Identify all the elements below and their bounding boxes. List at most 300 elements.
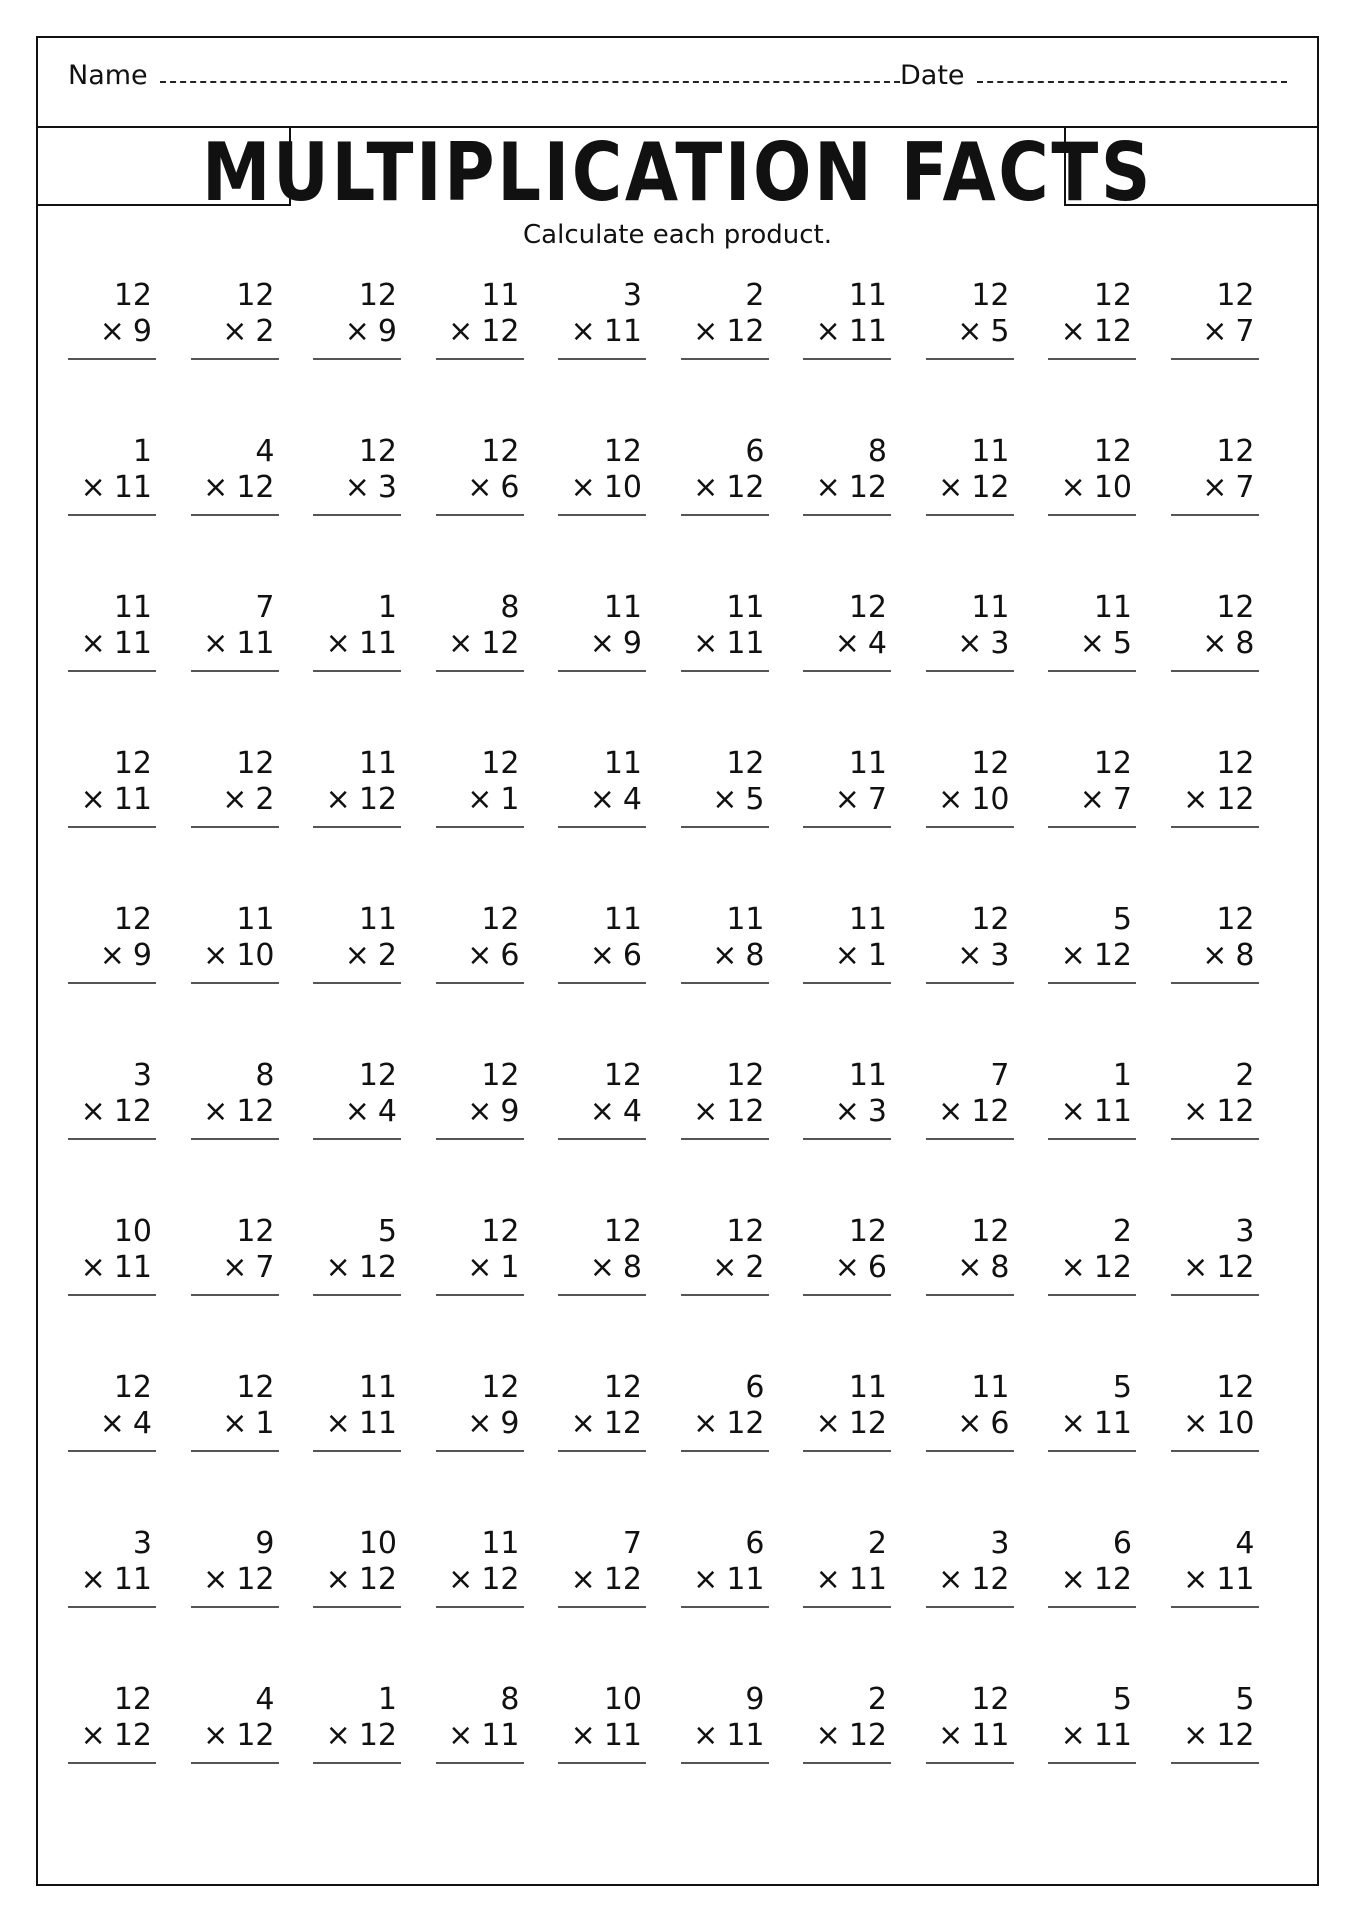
multiplier-line bbox=[467, 1406, 519, 1442]
multiplier: 8 bbox=[622, 1250, 642, 1285]
problem[interactable] bbox=[558, 1526, 646, 1682]
answer-line[interactable] bbox=[436, 1606, 524, 1608]
problem[interactable] bbox=[313, 590, 401, 746]
answer-line[interactable] bbox=[681, 1762, 769, 1764]
problem[interactable] bbox=[926, 1058, 1014, 1214]
problem[interactable] bbox=[803, 902, 891, 1058]
problem[interactable] bbox=[681, 902, 769, 1058]
problem[interactable] bbox=[313, 1526, 401, 1682]
multiplier: 1 bbox=[867, 938, 887, 973]
problem[interactable] bbox=[926, 1526, 1014, 1682]
multiplier: 12 bbox=[113, 1094, 152, 1129]
answer-line[interactable] bbox=[803, 826, 891, 828]
multiplier-line bbox=[571, 1718, 642, 1754]
answer-line[interactable] bbox=[558, 1450, 646, 1452]
problem[interactable] bbox=[926, 278, 1014, 434]
multiplier: 11 bbox=[971, 1718, 1010, 1753]
answer-line[interactable] bbox=[681, 1450, 769, 1452]
answer-line[interactable] bbox=[313, 1606, 401, 1608]
problem[interactable] bbox=[68, 1214, 156, 1370]
multiplier-line bbox=[1061, 1250, 1132, 1286]
problem[interactable] bbox=[436, 1058, 524, 1214]
problem[interactable] bbox=[191, 1682, 279, 1838]
multiplier-line bbox=[326, 626, 397, 662]
multiplier: 12 bbox=[358, 1250, 397, 1285]
answer-line[interactable] bbox=[558, 826, 646, 828]
problem[interactable] bbox=[1171, 1682, 1259, 1838]
problem[interactable] bbox=[436, 434, 524, 590]
problem[interactable] bbox=[803, 278, 891, 434]
problem[interactable] bbox=[803, 1682, 891, 1838]
problem[interactable] bbox=[681, 1214, 769, 1370]
problem[interactable] bbox=[1048, 1058, 1136, 1214]
answer-line[interactable] bbox=[436, 514, 524, 516]
multiplier-line bbox=[693, 1562, 764, 1598]
times-sign: × bbox=[834, 938, 860, 973]
times-sign: × bbox=[693, 626, 719, 661]
problem[interactable] bbox=[1171, 746, 1259, 902]
times-sign: × bbox=[1183, 782, 1209, 817]
times-sign: × bbox=[448, 626, 474, 661]
answer-line[interactable] bbox=[803, 982, 891, 984]
answer-line[interactable] bbox=[1171, 1138, 1259, 1140]
multiplicand: 8 bbox=[255, 1058, 275, 1093]
answer-line[interactable] bbox=[68, 1762, 156, 1764]
answer-line[interactable] bbox=[926, 358, 1014, 360]
problem[interactable] bbox=[1171, 434, 1259, 590]
multiplicand: 12 bbox=[481, 746, 520, 781]
problem[interactable] bbox=[1171, 590, 1259, 746]
answer-line[interactable] bbox=[926, 1294, 1014, 1296]
problem[interactable] bbox=[68, 1370, 156, 1526]
multiplier: 11 bbox=[603, 1718, 642, 1753]
answer-line[interactable] bbox=[68, 982, 156, 984]
answer-line[interactable] bbox=[558, 1606, 646, 1608]
multiplier-line bbox=[1061, 1718, 1132, 1754]
problem[interactable] bbox=[803, 590, 891, 746]
multiplier-line bbox=[467, 938, 519, 974]
problem[interactable] bbox=[436, 590, 524, 746]
answer-line[interactable] bbox=[558, 514, 646, 516]
problem[interactable] bbox=[191, 1058, 279, 1214]
problem[interactable] bbox=[1048, 1526, 1136, 1682]
answer-line[interactable] bbox=[803, 1606, 891, 1608]
problem[interactable] bbox=[191, 1370, 279, 1526]
multiplicand: 12 bbox=[481, 1370, 520, 1405]
problem[interactable] bbox=[436, 1526, 524, 1682]
multiplicand: 12 bbox=[1216, 590, 1255, 625]
answer-line[interactable] bbox=[1048, 514, 1136, 516]
multiplier: 7 bbox=[1235, 470, 1255, 505]
answer-line[interactable] bbox=[803, 1294, 891, 1296]
problem[interactable] bbox=[68, 902, 156, 1058]
answer-line[interactable] bbox=[1171, 670, 1259, 672]
problem[interactable] bbox=[558, 1214, 646, 1370]
problem[interactable] bbox=[681, 434, 769, 590]
answer-line[interactable] bbox=[1171, 1294, 1259, 1296]
answer-line[interactable] bbox=[1171, 1450, 1259, 1452]
problem[interactable] bbox=[681, 590, 769, 746]
answer-line[interactable] bbox=[313, 358, 401, 360]
multiplier-line bbox=[938, 1562, 1009, 1598]
answer-line[interactable] bbox=[1048, 826, 1136, 828]
answer-line[interactable] bbox=[1048, 1294, 1136, 1296]
multiplier-line bbox=[467, 782, 519, 818]
name-field[interactable] bbox=[68, 60, 900, 91]
problem[interactable] bbox=[191, 746, 279, 902]
answer-line[interactable] bbox=[558, 358, 646, 360]
times-sign: × bbox=[1079, 782, 1105, 817]
problem[interactable] bbox=[926, 1214, 1014, 1370]
problem[interactable] bbox=[1048, 278, 1136, 434]
problem[interactable] bbox=[191, 590, 279, 746]
multiplicand: 12 bbox=[603, 1370, 642, 1405]
problem[interactable] bbox=[1171, 1370, 1259, 1526]
times-sign: × bbox=[325, 1406, 351, 1441]
problem[interactable] bbox=[1048, 590, 1136, 746]
answer-line[interactable] bbox=[68, 1138, 156, 1140]
multiplier: 5 bbox=[990, 314, 1010, 349]
answer-line[interactable] bbox=[926, 670, 1014, 672]
multiplier-line bbox=[81, 1094, 152, 1130]
answer-line[interactable] bbox=[436, 670, 524, 672]
answer-line[interactable] bbox=[803, 514, 891, 516]
problem[interactable] bbox=[1171, 1214, 1259, 1370]
problem[interactable] bbox=[191, 1526, 279, 1682]
multiplier-line bbox=[938, 1094, 1009, 1130]
multiplicand: 8 bbox=[500, 1682, 520, 1717]
problem[interactable] bbox=[1048, 1370, 1136, 1526]
answer-line[interactable] bbox=[191, 826, 279, 828]
multiplier-line bbox=[222, 1250, 274, 1286]
answer-line[interactable] bbox=[191, 1450, 279, 1452]
multiplier-line bbox=[693, 470, 764, 506]
multiplier: 12 bbox=[603, 1406, 642, 1441]
problem[interactable] bbox=[436, 1214, 524, 1370]
multiplier: 2 bbox=[255, 782, 275, 817]
problem[interactable] bbox=[313, 434, 401, 590]
times-sign: × bbox=[570, 1406, 596, 1441]
date-field[interactable] bbox=[900, 60, 1287, 91]
multiplier: 4 bbox=[622, 1094, 642, 1129]
problem[interactable] bbox=[191, 902, 279, 1058]
answer-line[interactable] bbox=[803, 670, 891, 672]
multiplier: 2 bbox=[377, 938, 397, 973]
answer-line[interactable] bbox=[191, 514, 279, 516]
multiplier-line bbox=[957, 1406, 1009, 1442]
problem[interactable] bbox=[313, 902, 401, 1058]
multiplier: 8 bbox=[1235, 938, 1255, 973]
answer-line[interactable] bbox=[1171, 1606, 1259, 1608]
times-sign: × bbox=[325, 1562, 351, 1597]
answer-line[interactable] bbox=[436, 826, 524, 828]
answer-line[interactable] bbox=[68, 826, 156, 828]
problem[interactable] bbox=[436, 902, 524, 1058]
answer-line[interactable] bbox=[558, 1294, 646, 1296]
problem[interactable] bbox=[1048, 902, 1136, 1058]
problem[interactable] bbox=[313, 1682, 401, 1838]
problem[interactable] bbox=[313, 746, 401, 902]
answer-line[interactable] bbox=[436, 1294, 524, 1296]
problem[interactable] bbox=[68, 1526, 156, 1682]
multiplier: 11 bbox=[358, 626, 397, 661]
times-sign: × bbox=[957, 1406, 983, 1441]
answer-line[interactable] bbox=[926, 1138, 1014, 1140]
multiplier-line bbox=[203, 1094, 274, 1130]
multiplier: 11 bbox=[358, 1406, 397, 1441]
problem[interactable] bbox=[313, 278, 401, 434]
answer-line[interactable] bbox=[1171, 514, 1259, 516]
multiplicand: 3 bbox=[132, 1526, 152, 1561]
answer-line[interactable] bbox=[926, 1450, 1014, 1452]
times-sign: × bbox=[448, 1562, 474, 1597]
problem[interactable] bbox=[681, 1682, 769, 1838]
problem[interactable] bbox=[191, 1214, 279, 1370]
answer-line[interactable] bbox=[681, 1138, 769, 1140]
multiplier-line bbox=[957, 626, 1009, 662]
multiplicand: 2 bbox=[867, 1682, 887, 1717]
multiplicand: 7 bbox=[255, 590, 275, 625]
multiplier-line bbox=[816, 1562, 887, 1598]
answer-line[interactable] bbox=[191, 1138, 279, 1140]
name-label: Name bbox=[68, 60, 148, 91]
problem[interactable] bbox=[803, 746, 891, 902]
problem[interactable] bbox=[926, 746, 1014, 902]
problem[interactable] bbox=[926, 590, 1014, 746]
answer-line[interactable] bbox=[191, 982, 279, 984]
answer-line[interactable] bbox=[1048, 1606, 1136, 1608]
multiplier: 12 bbox=[1216, 1718, 1255, 1753]
problem[interactable] bbox=[1048, 1214, 1136, 1370]
answer-line[interactable] bbox=[681, 514, 769, 516]
answer-line[interactable] bbox=[436, 1762, 524, 1764]
answer-line[interactable] bbox=[313, 1294, 401, 1296]
times-sign: × bbox=[448, 1718, 474, 1753]
multiplier: 3 bbox=[867, 1094, 887, 1129]
multiplier-line bbox=[81, 470, 152, 506]
answer-line[interactable] bbox=[1048, 1138, 1136, 1140]
multiplicand: 11 bbox=[848, 278, 887, 313]
multiplier: 5 bbox=[745, 782, 765, 817]
problem[interactable] bbox=[681, 278, 769, 434]
answer-line[interactable] bbox=[436, 982, 524, 984]
multiplicand: 11 bbox=[848, 902, 887, 937]
problem[interactable] bbox=[803, 1214, 891, 1370]
answer-line[interactable] bbox=[68, 670, 156, 672]
multiplicand: 3 bbox=[1235, 1214, 1255, 1249]
answer-line[interactable] bbox=[313, 1138, 401, 1140]
answer-line[interactable] bbox=[68, 358, 156, 360]
multiplicand: 12 bbox=[971, 278, 1010, 313]
answer-line[interactable] bbox=[1171, 826, 1259, 828]
problem[interactable] bbox=[1171, 278, 1259, 434]
multiplier-line bbox=[222, 314, 274, 350]
times-sign: × bbox=[80, 626, 106, 661]
times-sign: × bbox=[570, 1562, 596, 1597]
problem[interactable] bbox=[68, 590, 156, 746]
answer-line[interactable] bbox=[1171, 982, 1259, 984]
multiplicand: 3 bbox=[622, 278, 642, 313]
multiplier-line bbox=[1202, 470, 1254, 506]
problem[interactable] bbox=[558, 278, 646, 434]
answer-line[interactable] bbox=[681, 1606, 769, 1608]
times-sign: × bbox=[1183, 1718, 1209, 1753]
multiplicand: 10 bbox=[603, 1682, 642, 1717]
times-sign: × bbox=[80, 1094, 106, 1129]
answer-line[interactable] bbox=[1048, 358, 1136, 360]
problem[interactable] bbox=[436, 1370, 524, 1526]
answer-line[interactable] bbox=[681, 1294, 769, 1296]
problem[interactable] bbox=[558, 746, 646, 902]
answer-line[interactable] bbox=[926, 1762, 1014, 1764]
answer-line[interactable] bbox=[926, 1606, 1014, 1608]
answer-line[interactable] bbox=[313, 670, 401, 672]
answer-line[interactable] bbox=[191, 1294, 279, 1296]
answer-line[interactable] bbox=[191, 670, 279, 672]
answer-line[interactable] bbox=[1048, 1762, 1136, 1764]
problem[interactable] bbox=[803, 434, 891, 590]
answer-line[interactable] bbox=[68, 514, 156, 516]
answer-line[interactable] bbox=[313, 826, 401, 828]
answer-line[interactable] bbox=[1048, 982, 1136, 984]
answer-line[interactable] bbox=[191, 1606, 279, 1608]
answer-line[interactable] bbox=[1048, 670, 1136, 672]
multiplier: 11 bbox=[481, 1718, 520, 1753]
answer-line[interactable] bbox=[681, 826, 769, 828]
answer-line[interactable] bbox=[313, 1450, 401, 1452]
answer-line[interactable] bbox=[558, 1762, 646, 1764]
problem[interactable] bbox=[558, 434, 646, 590]
answer-line[interactable] bbox=[68, 1606, 156, 1608]
answer-line[interactable] bbox=[68, 1450, 156, 1452]
times-sign: × bbox=[570, 470, 596, 505]
answer-line[interactable] bbox=[803, 1138, 891, 1140]
problem[interactable] bbox=[313, 1370, 401, 1526]
answer-line[interactable] bbox=[313, 514, 401, 516]
multiplier-line bbox=[1183, 1562, 1254, 1598]
answer-line[interactable] bbox=[558, 982, 646, 984]
answer-line[interactable] bbox=[1171, 1762, 1259, 1764]
multiplicand: 1 bbox=[1112, 1058, 1132, 1093]
answer-line[interactable] bbox=[558, 670, 646, 672]
answer-line[interactable] bbox=[926, 982, 1014, 984]
date-line[interactable] bbox=[977, 81, 1287, 83]
problem[interactable] bbox=[1048, 1682, 1136, 1838]
answer-line[interactable] bbox=[558, 1138, 646, 1140]
problem[interactable] bbox=[313, 1214, 401, 1370]
multiplicand: 12 bbox=[971, 902, 1010, 937]
problem[interactable] bbox=[926, 434, 1014, 590]
problem[interactable] bbox=[803, 1526, 891, 1682]
answer-line[interactable] bbox=[436, 1450, 524, 1452]
multiplicand: 2 bbox=[745, 278, 765, 313]
times-sign: × bbox=[203, 938, 229, 973]
problem[interactable] bbox=[436, 746, 524, 902]
problem[interactable] bbox=[926, 902, 1014, 1058]
times-sign: × bbox=[1079, 626, 1105, 661]
problem[interactable] bbox=[68, 746, 156, 902]
answer-line[interactable] bbox=[681, 358, 769, 360]
multiplier: 11 bbox=[113, 626, 152, 661]
answer-line[interactable] bbox=[803, 358, 891, 360]
problem[interactable] bbox=[681, 1370, 769, 1526]
problem[interactable] bbox=[681, 1526, 769, 1682]
problem[interactable] bbox=[191, 278, 279, 434]
problem[interactable] bbox=[68, 1058, 156, 1214]
answer-line[interactable] bbox=[1048, 1450, 1136, 1452]
answer-line[interactable] bbox=[803, 1450, 891, 1452]
problem[interactable] bbox=[191, 434, 279, 590]
answer-line[interactable] bbox=[313, 982, 401, 984]
problem[interactable] bbox=[558, 1682, 646, 1838]
problem[interactable] bbox=[558, 1370, 646, 1526]
multiplier: 4 bbox=[867, 626, 887, 661]
times-sign: × bbox=[1202, 470, 1228, 505]
problem[interactable] bbox=[1048, 746, 1136, 902]
problem[interactable] bbox=[558, 902, 646, 1058]
times-sign: × bbox=[1060, 1718, 1086, 1753]
answer-line[interactable] bbox=[68, 1294, 156, 1296]
times-sign: × bbox=[570, 314, 596, 349]
answer-line[interactable] bbox=[681, 670, 769, 672]
answer-line[interactable] bbox=[926, 826, 1014, 828]
multiplicand: 12 bbox=[236, 1370, 275, 1405]
answer-line[interactable] bbox=[313, 1762, 401, 1764]
multiplier-line bbox=[693, 1718, 764, 1754]
multiplicand: 11 bbox=[848, 746, 887, 781]
answer-line[interactable] bbox=[436, 358, 524, 360]
answer-line[interactable] bbox=[191, 358, 279, 360]
problem[interactable] bbox=[926, 1682, 1014, 1838]
multiplier: 12 bbox=[1093, 938, 1132, 973]
multiplicand: 12 bbox=[603, 1214, 642, 1249]
answer-line[interactable] bbox=[681, 982, 769, 984]
answer-line[interactable] bbox=[436, 1138, 524, 1140]
problem[interactable] bbox=[313, 1058, 401, 1214]
problem[interactable] bbox=[681, 746, 769, 902]
problem[interactable] bbox=[558, 590, 646, 746]
answer-line[interactable] bbox=[1171, 358, 1259, 360]
times-sign: × bbox=[693, 1562, 719, 1597]
answer-line[interactable] bbox=[191, 1762, 279, 1764]
name-line[interactable] bbox=[160, 81, 900, 83]
problem[interactable] bbox=[803, 1370, 891, 1526]
problem[interactable] bbox=[558, 1058, 646, 1214]
multiplier: 11 bbox=[113, 1562, 152, 1597]
multiplier: 12 bbox=[726, 1406, 765, 1441]
problem[interactable] bbox=[926, 1370, 1014, 1526]
answer-line[interactable] bbox=[926, 514, 1014, 516]
problem[interactable] bbox=[68, 278, 156, 434]
multiplicand: 12 bbox=[726, 1214, 765, 1249]
times-sign: × bbox=[80, 1718, 106, 1753]
multiplicand: 11 bbox=[971, 1370, 1010, 1405]
problem[interactable] bbox=[681, 1058, 769, 1214]
problem[interactable] bbox=[68, 1682, 156, 1838]
problem[interactable] bbox=[68, 434, 156, 590]
problem[interactable] bbox=[1171, 902, 1259, 1058]
problem[interactable] bbox=[1171, 1058, 1259, 1214]
problem[interactable] bbox=[803, 1058, 891, 1214]
multiplier: 12 bbox=[1093, 1250, 1132, 1285]
times-sign: × bbox=[1183, 1094, 1209, 1129]
answer-line[interactable] bbox=[803, 1762, 891, 1764]
multiplicand: 5 bbox=[1112, 902, 1132, 937]
problem[interactable] bbox=[436, 1682, 524, 1838]
problem[interactable] bbox=[1171, 1526, 1259, 1682]
problem[interactable] bbox=[436, 278, 524, 434]
problem[interactable] bbox=[1048, 434, 1136, 590]
